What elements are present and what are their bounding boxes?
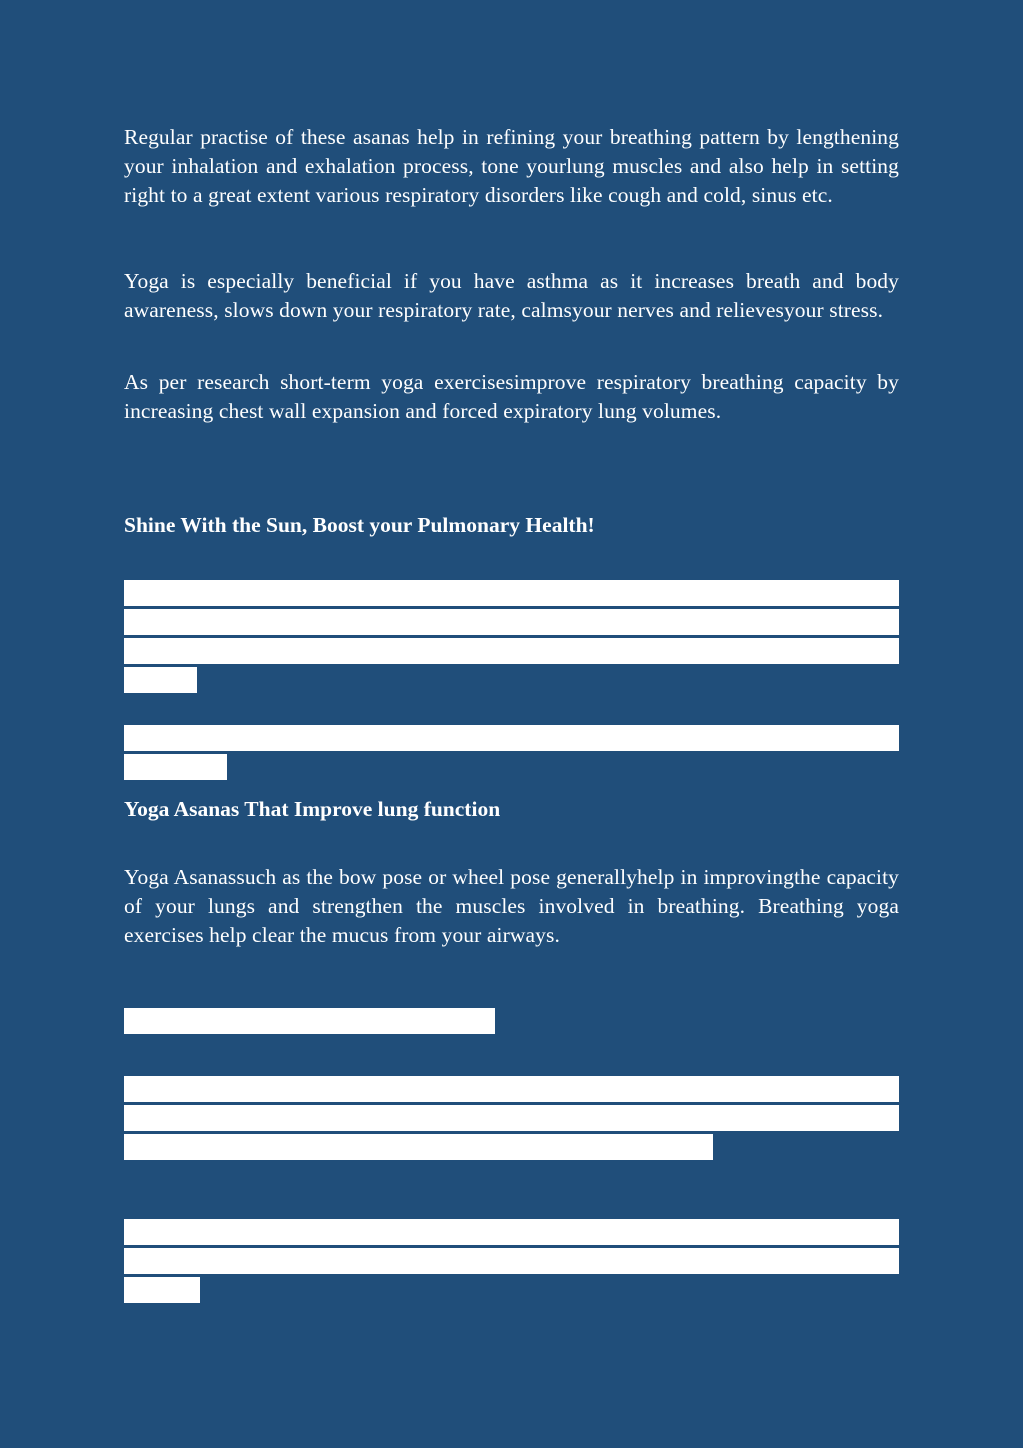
heading-yoga-asanas: Yoga Asanas That Improve lung function [124,797,501,821]
paragraph-breathing-pattern: Regular practise of these asanas help in refining your breathing pattern by lengthening your inhalation and exhalation process, tone yourlung muscles and also help in setting right to a great extent various respiratory disorders like cough and cold, sinus etc. [124,125,899,207]
paragraph-research: As per research short-term yoga exercisesimprove respiratory breathing capacity by increasing chest wall expansion and forced expiratory lung volumes. [124,370,899,423]
redacted-line [124,1219,899,1245]
redacted-heading [124,1008,495,1034]
redacted-line [124,1105,899,1131]
redacted-line [124,1134,713,1160]
paragraph-yoga-asanas: Yoga Asanassuch as the bow pose or wheel pose generallyhelp in improvingthe capacity of your lungs and strengthen the muscles involved in breathing. Breathing yoga exercises help clear the mucus from your airways. [124,865,899,947]
redacted-line [124,725,899,751]
redacted-line [124,1277,200,1303]
paragraph-asthma: Yoga is especially beneficial if you have asthma as it increases breath and body awareness, slows down your respiratory rate, calmsyour nerves and relievesyour stress. [124,269,899,322]
redacted-line [124,638,899,664]
heading-shine-with-sun: Shine With the Sun, Boost your Pulmonary Health! [124,513,595,537]
redacted-line [124,667,197,693]
redacted-line [124,1076,899,1102]
redacted-line [124,1248,899,1274]
redacted-line [124,754,227,780]
redacted-line [124,580,899,606]
redacted-line [124,609,899,635]
